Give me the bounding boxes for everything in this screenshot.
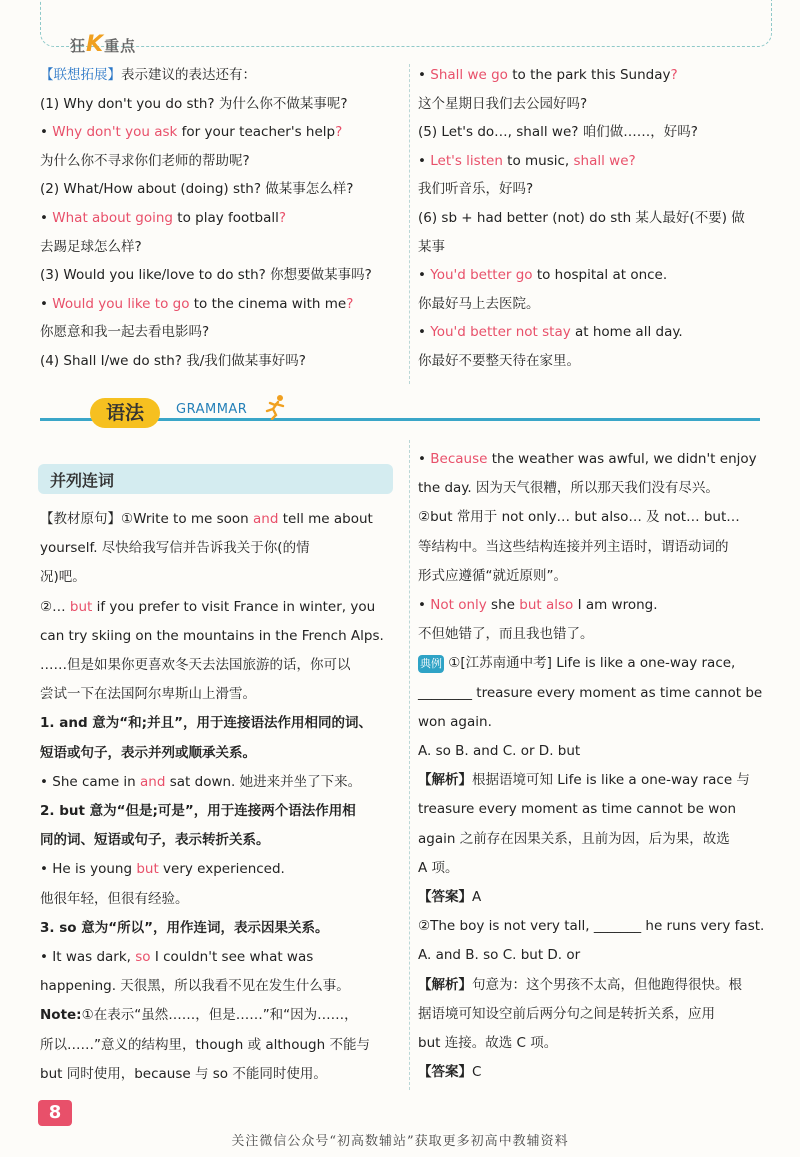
text-line [418, 266, 667, 284]
text-segment: 据语境可知设空前后两分句之间是转折关系，应用 [418, 1005, 715, 1022]
text-line [40, 977, 350, 995]
text-segment: • [418, 67, 431, 83]
text-segment: can try skiing on the mountains in the French Alps. [40, 627, 384, 644]
text-segment: the weather was awful, we didn't enjoy [487, 451, 757, 467]
text-segment: 1. and 意为“和;并且”，用于连接语法作用相同的词、 [40, 715, 372, 732]
text-line [40, 890, 189, 908]
text-segment: ? [670, 67, 678, 83]
text-segment: • She came in [40, 773, 141, 790]
text-segment: ? [346, 295, 354, 312]
text-segment: (6) sb + had better (not) do sth 某人最好(不要) 做 [418, 210, 745, 226]
text-segment: A. so B. and C. or D. but [418, 743, 581, 759]
text-segment: 形式应遵循“就近原则”。 [418, 567, 567, 584]
text-segment: if you prefer to visit France in winter, you [92, 598, 376, 615]
text-segment: 根据语境可知 Life is like a one-way race 与 [472, 772, 750, 789]
text-segment: C [472, 1064, 482, 1081]
text-segment: You'd better go [430, 267, 533, 284]
text-segment: ……但是如果你更喜欢冬天去法国旅游的话，你可以 [40, 657, 351, 673]
text-line [40, 295, 353, 313]
text-line [418, 830, 730, 848]
text-line [40, 95, 348, 113]
text-segment: 【解析】 [418, 976, 472, 993]
text-segment: ②The boy is not very tall, _______ he runs very fast. [418, 918, 765, 935]
text-segment: to play football [172, 210, 279, 226]
text-segment: 况)吧。 [40, 569, 86, 586]
text-segment: Would you like to go [52, 295, 190, 312]
grammar-label: 语法 [90, 398, 160, 428]
text-segment: to music, [502, 152, 574, 169]
text-line [40, 352, 306, 370]
text-line [418, 479, 719, 497]
text-segment: 尝试一下在法国阿尔卑斯山上滑雪。 [40, 686, 256, 703]
text-segment: but also [519, 597, 574, 613]
text-segment: • [40, 295, 53, 312]
text-segment: ①在表示“虽然……，但是……”和“因为……， [81, 1007, 358, 1024]
text-segment: 某事 [418, 238, 445, 255]
text-segment: 表示建议的表达还有： [121, 67, 256, 83]
text-segment: ②… [40, 598, 70, 615]
column-divider [409, 64, 410, 384]
text-segment: 2. but 意为“但是;可是”，用于连接两个语法作用相 [40, 803, 356, 819]
text-segment: (2) What/How about (doing) sth? 做某事怎么样? [40, 181, 354, 198]
text-segment: (3) Would you like/love to do sth? 你想要做某事吗? [40, 267, 372, 284]
text-line [418, 180, 533, 198]
text-segment: 你最好马上去医院。 [418, 295, 540, 312]
text-line [40, 802, 356, 820]
text-line [40, 598, 375, 616]
text-line [40, 238, 142, 256]
text-line [418, 567, 567, 585]
text-segment: • [418, 152, 431, 169]
text-segment: 【解析】 [418, 772, 472, 789]
text-segment: but 连接。故选 C 项。 [418, 1035, 558, 1051]
section-title: 并列连词 [50, 471, 115, 490]
text-line [40, 323, 209, 341]
text-line [418, 95, 587, 113]
text-line [418, 976, 742, 994]
text-line [418, 66, 678, 84]
text-segment: ________ treasure every moment as time cannot be [418, 684, 763, 701]
text-segment: again 之前存在因果关系，且前为因，后为果，故选 [418, 830, 730, 847]
text-line [418, 800, 736, 818]
text-line [418, 596, 658, 614]
text-line [40, 1065, 327, 1083]
text-segment: so [135, 949, 151, 965]
text-segment: ②but 常用于 not only… but also… 及 not… but… [418, 509, 740, 526]
text-segment: ? [335, 124, 343, 141]
column-divider [409, 440, 410, 1090]
text-segment: 【答案】 [418, 889, 472, 905]
text-line [418, 209, 745, 227]
text-segment: but [69, 598, 93, 615]
text-segment: very experienced. [158, 861, 285, 878]
text-line [40, 744, 256, 762]
text-segment: the day. 因为天气很糟，所以那天我们没有尽兴。 [418, 480, 719, 497]
text-line [40, 627, 384, 645]
text-line [40, 539, 310, 557]
text-segment: 等结构中。当这些结构连接并列主语时，谓语动词的 [418, 538, 729, 555]
text-segment: treasure every moment as time cannot be won [418, 801, 737, 818]
text-segment: 【教材原句】①Write to me soon [40, 511, 254, 527]
text-line [40, 266, 372, 284]
text-segment: • [418, 451, 431, 467]
text-line [418, 238, 445, 256]
text-segment: won again. [418, 713, 492, 730]
text-segment: I am wrong. [573, 597, 658, 613]
text-line [40, 1036, 370, 1054]
text-segment: shall we? [573, 152, 636, 169]
text-segment: 句意为：这个男孩不太高，但他跑得很快。根 [472, 976, 742, 993]
text-segment: • It was dark, [40, 949, 136, 965]
text-line [418, 654, 735, 673]
text-line [418, 859, 459, 877]
text-segment: • [40, 210, 53, 226]
text-line [418, 323, 683, 341]
text-segment: Not only [430, 597, 487, 613]
text-segment: 去踢足球怎么样? [40, 238, 142, 255]
text-segment: 你最好不要整天待在家里。 [418, 353, 580, 369]
text-line [418, 538, 729, 556]
text-segment: 你愿意和我一起去看电影吗? [40, 324, 210, 341]
text-segment: A [472, 889, 482, 905]
text-segment: Shall we go [430, 67, 508, 83]
top-frame [40, 0, 772, 47]
text-segment: 【答案】 [418, 1064, 472, 1081]
text-segment: for your teacher's help [177, 124, 336, 141]
text-line [40, 123, 342, 141]
text-line [40, 1006, 358, 1024]
text-segment: Note: [40, 1007, 82, 1024]
text-line [40, 831, 270, 849]
text-line [40, 919, 328, 937]
text-line [40, 152, 250, 170]
text-segment: A. and B. so C. but D. or [418, 947, 581, 964]
text-segment: she [486, 597, 520, 613]
text-line [40, 656, 351, 674]
text-segment: 这个星期日我们去公园好吗? [418, 95, 588, 112]
text-segment: You'd better not stay [430, 324, 571, 341]
text-segment: 3. so 意为“所以”，用作连词，表示因果关系。 [40, 919, 329, 936]
text-line [418, 352, 580, 370]
text-segment: 短语或句子，表示并列或顺承关系。 [40, 744, 256, 761]
text-segment: (5) Let's do…, shall we? 咱们做……，好吗? [418, 124, 698, 141]
text-line [40, 714, 372, 732]
text-line [418, 508, 740, 526]
text-segment: sat down. 她进来并坐了下来。 [165, 773, 362, 790]
text-segment: yourself. 尽快给我写信并告诉我关于你(的情 [40, 540, 310, 557]
text-segment: 我们听音乐，好吗? [418, 181, 534, 198]
text-line [418, 946, 580, 964]
text-line [418, 713, 492, 731]
text-line [418, 888, 481, 906]
text-line [40, 180, 353, 198]
footer-note: 关注微信公众号“初高数辅站”获取更多初高中教辅资料 [231, 1134, 569, 1149]
runner-icon [262, 394, 288, 420]
text-line [40, 773, 361, 791]
text-segment: and [253, 511, 279, 527]
text-segment: (1) Why don't you do sth? 为什么你不做某事呢? [40, 95, 348, 112]
text-segment: but 同时使用，because 与 so 不能同时使用。 [40, 1065, 327, 1082]
text-line [40, 209, 286, 227]
text-line [40, 948, 313, 966]
text-segment: but [136, 861, 159, 878]
text-line [418, 123, 698, 141]
text-line [418, 450, 757, 468]
page-number: 8 [38, 1100, 72, 1126]
text-segment: to the cinema with me [189, 295, 347, 312]
text-line [40, 510, 373, 528]
text-segment: tell me about [278, 511, 373, 527]
text-line [40, 66, 256, 84]
text-line [418, 295, 540, 313]
text-segment: • [418, 267, 431, 284]
example-tag: 典例 [418, 655, 444, 673]
text-segment: Let's listen [430, 152, 503, 169]
text-segment: to the park this Sunday [507, 67, 671, 83]
text-segment: A 项。 [418, 859, 459, 876]
text-line [40, 568, 86, 586]
text-segment: 不但她错了，而且我也错了。 [418, 626, 594, 643]
text-segment: 他很年轻，但很有经验。 [40, 890, 189, 907]
text-line [418, 1034, 557, 1052]
text-segment: 为什么你不寻求你们老师的帮助呢? [40, 152, 250, 169]
text-segment: at home all day. [570, 324, 683, 341]
text-segment: 所以……”意义的结构里，though 或 although 不能与 [40, 1036, 370, 1053]
text-line [418, 1005, 715, 1023]
text-segment: 【联想拓展】 [40, 67, 121, 83]
text-segment: Because [430, 451, 488, 467]
text-segment: ①[江苏南通中考] Life is like a one-way race, [444, 655, 736, 672]
text-line [418, 625, 594, 643]
text-segment: What about going [52, 210, 173, 226]
text-segment: Why don't you ask [52, 124, 178, 141]
text-segment: • [418, 597, 431, 613]
text-line [40, 685, 256, 703]
text-segment: (4) Shall I/we do sth? 我/我们做某事好吗? [40, 353, 306, 369]
text-segment: 同的词、短语或句子，表示转折关系。 [40, 832, 270, 849]
text-segment: ? [278, 210, 287, 226]
text-line [418, 917, 764, 935]
grammar-word: GRAMMAR [176, 402, 248, 417]
text-line [418, 684, 762, 702]
text-line [418, 1063, 481, 1081]
text-segment: and [140, 773, 166, 790]
text-segment: • He is young [40, 861, 137, 878]
text-segment: to hospital at once. [532, 267, 668, 284]
text-segment: • [418, 324, 431, 341]
text-line [40, 860, 285, 878]
text-segment: I couldn't see what was [150, 949, 314, 965]
text-line [418, 152, 636, 170]
text-line [418, 742, 580, 760]
text-line [418, 771, 750, 789]
header-logo: 狂K重点 [70, 32, 137, 57]
text-segment: • [40, 124, 53, 141]
text-segment: happening. 天很黑，所以我看不见在发生什么事。 [40, 978, 350, 995]
